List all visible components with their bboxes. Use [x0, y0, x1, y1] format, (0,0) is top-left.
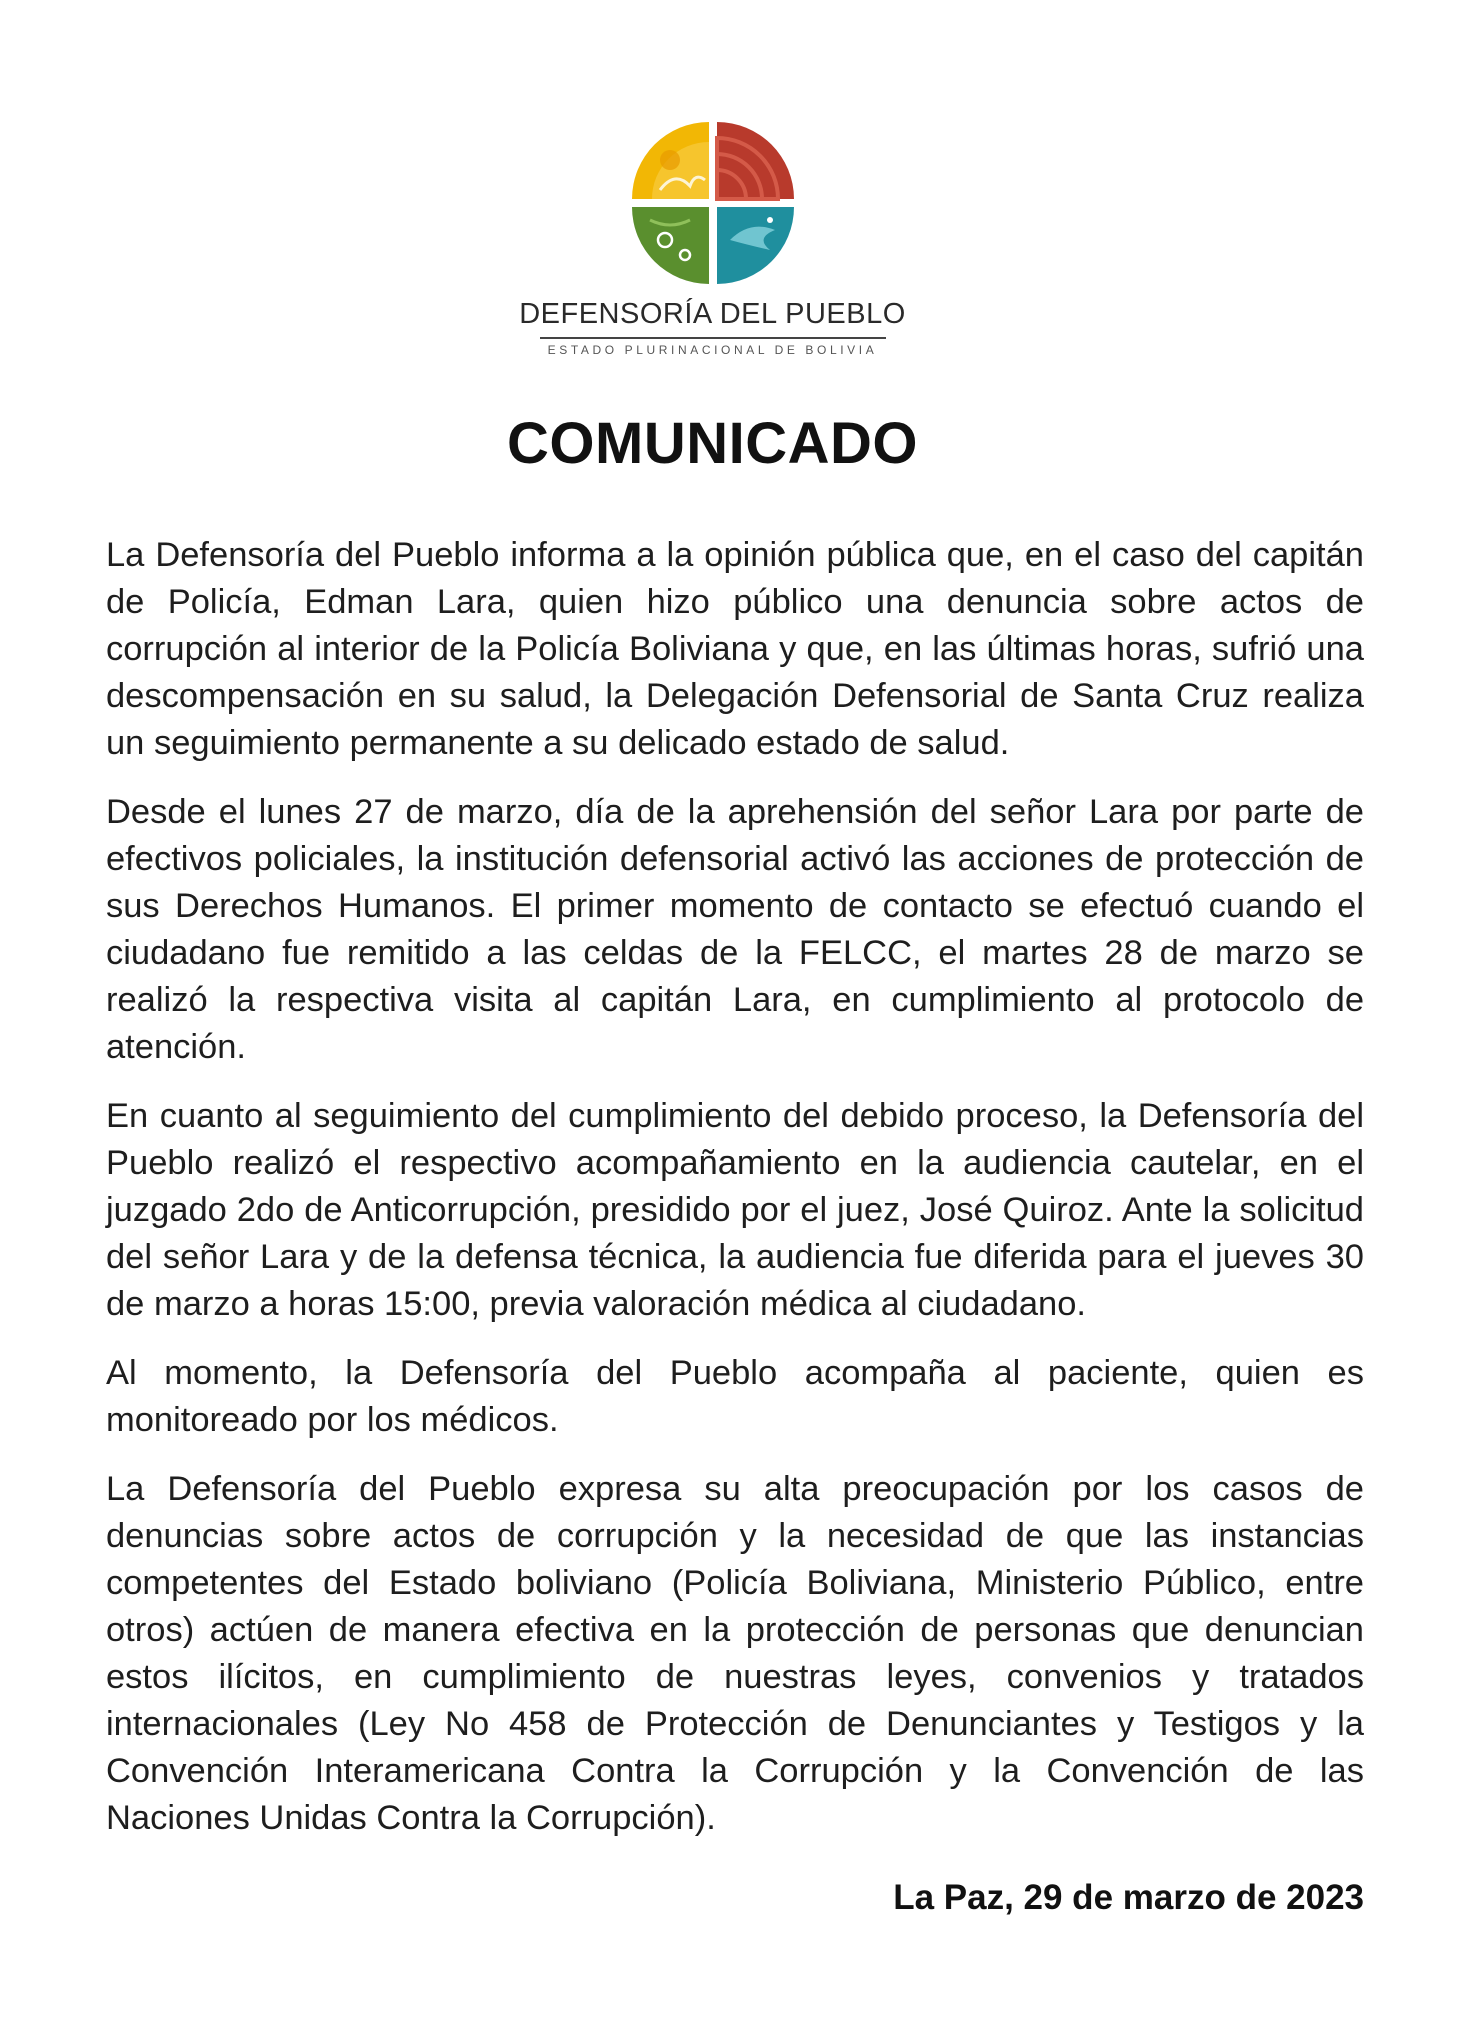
- paragraph-4: Al momento, la Defensoría del Pueblo acompaña al paciente, quien es monitoreado por los médicos.: [106, 1354, 1364, 1439]
- logo-divider: [540, 337, 886, 339]
- logo-title: DEFENSORÍA DEL PUEBLO: [519, 298, 906, 330]
- document-body: [106, 532, 1364, 1864]
- institution-logo: [0, 120, 1425, 357]
- logo-emblem-icon: [630, 120, 796, 286]
- logo-subtitle: ESTADO PLURINACIONAL DE BOLIVIA: [547, 343, 878, 357]
- document-heading: COMUNICADO: [507, 411, 918, 476]
- paragraph-3: En cuanto al seguimiento del cumplimiento del debido proceso, la Defensoría del Pueblo realizó el respectivo acompañamiento en la audiencia cautelar, en el juzgado 2do de Anticorrupción, presidido por el juez, José Quiroz. Ante la solicitud del señor Lara y de la defensa técnica, la audiencia fue diferida para el jueves 30 de marzo a horas 15:00, previa valoración médica al ciudadano.: [106, 1097, 1364, 1323]
- date-signature: La Paz, 29 de marzo de 2023: [893, 1878, 1364, 1917]
- paragraph-1: La Defensoría del Pueblo informa a la opinión pública que, en el caso del capitán de Policía, Edman Lara, quien hizo público una denuncia sobre actos de corrupción al interior de la Policía Boliviana y que, en las últimas horas, sufrió una descompensación en su salud, la Delegación Defensorial de Santa Cruz realiza un seguimiento permanente a su delicado estado de salud.: [106, 536, 1364, 762]
- paragraph-2: Desde el lunes 27 de marzo, día de la aprehensión del señor Lara por parte de efectivos policiales, la institución defensorial activó las acciones de protección de sus Derechos Humanos. El primer momento de contacto se efectuó cuando el ciudadano fue remitido a las celdas de la FELCC, el martes 28 de marzo se realizó la respectiva visita al capitán Lara, en cumplimiento al protocolo de atención.: [106, 793, 1364, 1066]
- paragraph-5: La Defensoría del Pueblo expresa su alta preocupación por los casos de denuncias sobre actos de corrupción y la necesidad de que las instancias competentes del Estado boliviano (Policía Boliviana, Ministerio Público, entre otros) actúen de manera efectiva en la protección de personas que denuncian estos ilícitos, en cumplimiento de nuestras leyes, convenios y tratados internacionales (Ley No 458 de Protección de Denunciantes y Testigos y la Convención Interamericana Contra la Corrupción y la Convención de las Naciones Unidas Contra la Corrupción).: [106, 1470, 1364, 1837]
